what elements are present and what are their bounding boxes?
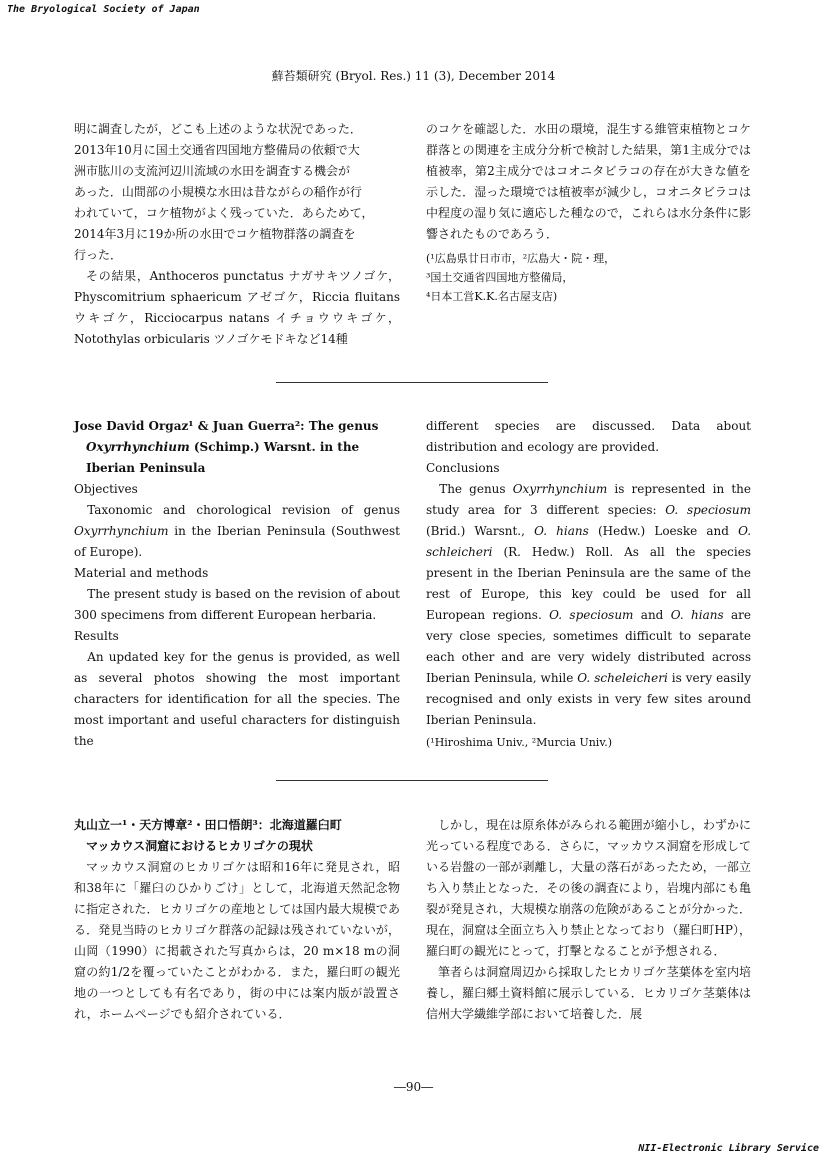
article2-left-column xyxy=(74,416,400,752)
conclusions-n: O. scheleicheri xyxy=(577,671,668,685)
section-divider-2 xyxy=(276,780,548,781)
heading-methods: Material and methods xyxy=(74,566,209,580)
article3-left-column xyxy=(74,815,400,1025)
article3-title-line2: マッカウス洞窟におけるヒカリゴケの現状 xyxy=(86,839,313,853)
article2-title-line3: Iberian Peninsula xyxy=(86,461,206,475)
heading-conclusions: Conclusions xyxy=(426,461,500,475)
objectives-genus: Oxyrrhynchium xyxy=(74,524,169,538)
article2-title-genus: Oxyrrhynchium xyxy=(86,440,190,454)
article1-left-line: 2013年10月に国土交通省四国地方整備局の依頼で大 xyxy=(74,143,360,157)
conclusions-k: and xyxy=(633,608,671,622)
article1-left-para2: その結果，Anthoceros punctatus ナガサキツノゴケ，Physcomitrium sphaericum アゼゴケ，Riccia fluitans ウキゴケ，Ricciocarpus natans イチョウウキゴケ，Notothylas orbicularis ツノゴケモドキなど14種 xyxy=(74,269,400,346)
heading-objectives: Objectives xyxy=(74,482,138,496)
conclusions-l: O. hians xyxy=(670,608,724,622)
conclusions-c: is represented in the study area for 3 different species: xyxy=(426,482,751,517)
article1-left-line: 明に調査したが，どこも上述のような状況であった． xyxy=(74,122,362,136)
article2-title xyxy=(74,416,400,479)
conclusions-m: are very close species, sometimes difficult to separate each other and are very widely distributed across Iberian Peninsula, while xyxy=(426,608,752,685)
results-text-continued: different species are discussed. Data about distribution and ecology are provided. xyxy=(426,419,751,454)
conclusions-f: O. hians xyxy=(534,524,589,538)
methods-text: The present study is based on the revision of about 300 specimens from different European herbaria. xyxy=(74,587,400,622)
conclusions-e: (Brid.) Warsnt., xyxy=(426,524,535,538)
article1-affiliation-1: (¹広島県廿日市市，²広島大・院・理， xyxy=(426,252,616,265)
objectives-text-b: in the Iberian Peninsula (Southwest of Europe). xyxy=(74,524,400,559)
section-divider-1 xyxy=(276,382,548,383)
article2-title-rest: (Schimp.) Warsnt. in the xyxy=(193,440,360,454)
article2-affiliation: (¹Hiroshima Univ., ²Murcia Univ.) xyxy=(426,736,613,749)
article1-left-line: あった．山間部の小規模な水田は昔ながらの稲作が行 xyxy=(74,185,362,199)
running-head: 蘚苔類研究 (Bryol. Res.) 11 (3), December 2014 xyxy=(271,69,556,83)
nii-footer: NII-Electronic Library Service xyxy=(638,1143,819,1154)
article3-title xyxy=(74,815,400,857)
article1-left-column xyxy=(74,119,400,350)
page-number: ―90― xyxy=(393,1080,434,1094)
conclusions-j: O. speciosum xyxy=(549,608,634,622)
article2-authors: Jose David Orgaz¹ & Juan Guerra²: The genus xyxy=(74,419,379,433)
article3-title-line1: 丸山立一¹・天方博章²・田口悟朗³：北海道羅臼町 xyxy=(74,818,342,832)
article1-right-column xyxy=(426,119,751,306)
article2-right-column xyxy=(426,416,751,752)
society-header: The Bryological Society of Japan xyxy=(7,4,200,15)
conclusions-i: (R. Hedw.) Roll. As all the species present in the Iberian Peninsula are the same of the rest of Europe, this key could be used for all European regions. xyxy=(426,545,751,622)
article1-left-line: 2014年3月に19か所の水田でコケ植物群落の調査を xyxy=(74,227,356,241)
objectives-text xyxy=(74,500,400,563)
conclusions-h: O. schleicheri xyxy=(426,524,752,559)
conclusions-g: (Hedw.) Loeske and xyxy=(588,524,739,538)
article1-left-line: われていて，コケ植物がよく残っていた．あらためて， xyxy=(74,206,374,220)
article1-left-line: 洲市肱川の支流河辺川流域の水田を調査する機会が xyxy=(74,164,351,178)
heading-results: Results xyxy=(74,629,119,643)
article1-affiliation-3: ⁴日本工営K.K.名古屋支店) xyxy=(426,290,558,303)
article3-right-para2: 筆者らは洞窟周辺から採取したヒカリゴケ茎葉体を室内培養し，羅臼郷土資料館に展示している．ヒカリゴケ茎葉体は信州大学繊維学部において培養した．展 xyxy=(426,965,751,1021)
conclusions-text xyxy=(426,479,751,731)
conclusions-a: The genus xyxy=(439,482,513,496)
article3-right-para1: しかし，現在は原糸体がみられる範囲が縮小し，わずかに光っている程度である．さらに，マッカウス洞窟を形成している岩盤の一部が剥離し，大量の落石があったため，一部立ち入り禁止となった．その後の調査により，岩塊内部にも亀裂が発見され，大規模な崩落の危険があることが分かった．現在，洞窟は全面立ち入り禁止となっており（羅臼町HP），羅臼町の観光にとって，打撃となることが予想される． xyxy=(426,818,751,958)
article1-right-text: のコケを確認した．水田の環境，混生する維管束植物とコケ群落との関連を主成分分析で検討した結果，第1主成分では植被率，第2主成分ではコオニタビラコの存在が大きな値を示した．湿った環境では植被率が減少し，コオニタビラコは中程度の湿り気に適応した種なので，これらは水分条件に影響されたものであろう． xyxy=(426,122,751,241)
results-text: An updated key for the genus is provided, as well as several photos showing the most important characters for identification for all the species. The most important and useful characters for distinguish the xyxy=(74,650,400,748)
article3-left-text: マッカウス洞窟のヒカリゴケは昭和16年に発見され，昭和38年に「羅臼のひかりごけ」として，北海道天然記念物に指定された．ヒカリゴケの産地としては国内最大規模である．発見当時のヒカリゴケ群落の記録は残されていないが，山岡（1990）に掲載された写真からは，20 m×18 mの洞窟の約1/2を覆っていたことがわかる．また，羅臼町の観光地の一つとしても有名であり，街の中には案内版が設置され，ホームページでも紹介されている． xyxy=(74,860,400,1021)
article1-affiliation-2: ³国土交通省四国地方整備局， xyxy=(426,271,574,284)
article3-right-column xyxy=(426,815,751,1025)
article1-left-lines xyxy=(74,119,400,266)
conclusions-b: Oxyrrhynchium xyxy=(512,482,608,496)
objectives-text-a: Taxonomic and chorological revision of genus xyxy=(87,503,400,517)
article1-left-line: 行った． xyxy=(74,248,123,262)
conclusions-o: is very easily recognised and only exists in very few sites around Iberian Peninsula. xyxy=(426,671,751,727)
conclusions-d: O. speciosum xyxy=(665,503,752,517)
